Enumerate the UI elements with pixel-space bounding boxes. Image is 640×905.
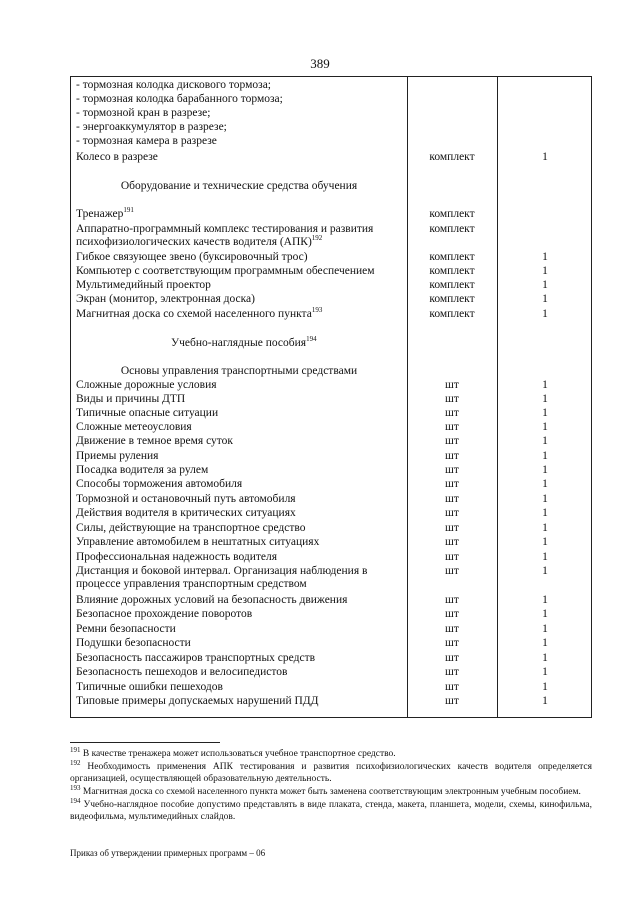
item-name: Способы торможения автомобиля <box>76 478 243 490</box>
section-title-label: Учебно-наглядные пособия <box>171 337 307 349</box>
item-qty: 1 <box>542 450 548 462</box>
item-unit: шт <box>445 379 459 391</box>
section-title-text: Оборудование и технические средства обучения <box>120 180 358 192</box>
item-name: Дистанция и боковой интервал. Организация наблюдения в процессе управления транспортным средством <box>76 565 368 590</box>
item-name: Гибкое связующее звено (буксировочный трос) <box>76 251 308 263</box>
footnote <box>70 796 593 823</box>
item-unit: шт <box>445 565 459 577</box>
item-qty: 1 <box>542 608 548 620</box>
footnote-number: 194 <box>70 796 81 805</box>
item-qty: 1 <box>542 594 548 606</box>
item-qty: 1 <box>542 666 548 678</box>
item-unit: шт <box>445 666 459 678</box>
item-unit: шт <box>445 522 459 534</box>
item-name: Приемы руления <box>76 450 159 462</box>
item-name <box>76 308 404 321</box>
section-title-text <box>171 337 499 350</box>
footnote-ref: 192 <box>311 234 323 243</box>
item-name <box>76 223 404 249</box>
footnote <box>70 758 593 785</box>
page-number: 389 <box>310 56 330 71</box>
item-name: Безопасное прохождение поворотов <box>76 608 253 620</box>
item-name: - тормозная колодка дискового тормоза; <box>76 79 271 91</box>
item-name: Профессиональная надежность водителя <box>76 551 278 563</box>
item-unit: шт <box>445 407 459 419</box>
item-name <box>76 208 404 221</box>
item-name-text: Магнитная доска со схемой населенного пункта <box>76 308 312 320</box>
item-unit: комплект <box>429 293 475 305</box>
footnote <box>70 745 592 760</box>
item-qty: 1 <box>542 637 548 649</box>
item-unit: шт <box>445 608 459 620</box>
footnote-ref: 191 <box>123 206 134 215</box>
item-name: Мультимедийный проектор <box>76 279 211 291</box>
item-unit: шт <box>445 681 459 693</box>
item-qty: 1 <box>542 293 548 305</box>
item-unit: комплект <box>429 223 475 235</box>
item-qty: 1 <box>542 493 548 505</box>
item-unit: комплект <box>429 265 475 277</box>
item-unit: шт <box>445 652 459 664</box>
item-unit: шт <box>445 450 459 462</box>
item-qty: 1 <box>542 565 548 577</box>
item-qty: 1 <box>542 507 548 519</box>
item-qty: 1 <box>542 695 548 707</box>
item-qty: 1 <box>542 308 548 320</box>
item-name: Влияние дорожных условий на безопасность движения <box>76 594 348 606</box>
item-unit: шт <box>445 435 459 447</box>
item-name: Компьютер с соответствующим программным обеспечением <box>76 265 375 277</box>
item-unit: комплект <box>429 208 475 220</box>
footnote-text: Учебно-наглядное пособие допустимо представлять в виде плаката, стенда, макета, планшета, модели, схемы, кинофильма, видеофильма, мультимедийных слайдов. <box>70 800 593 822</box>
item-name: - тормозной кран в разрезе; <box>76 107 211 119</box>
item-name: Безопасность пешеходов и велосипедистов <box>76 666 288 678</box>
item-qty: 1 <box>542 251 548 263</box>
footnote-text: В качестве тренажера может использоваться учебное транспортное средство. <box>82 749 396 759</box>
item-qty: 1 <box>542 652 548 664</box>
footnote <box>70 783 592 798</box>
item-name: - энергоаккумулятор в разрезе; <box>76 121 227 133</box>
item-unit: комплект <box>429 308 475 320</box>
item-name: Колесо в разрезе <box>76 151 158 163</box>
item-name: Типичные опасные ситуации <box>76 407 219 419</box>
item-unit: комплект <box>429 279 475 291</box>
item-name: Сложные метеоусловия <box>76 421 192 433</box>
item-name: Управление автомобилем в нештатных ситуациях <box>76 536 320 548</box>
item-unit: комплект <box>429 251 475 263</box>
item-qty: 1 <box>542 151 548 163</box>
footnote-number: 193 <box>70 783 81 792</box>
item-qty: 1 <box>542 681 548 693</box>
item-name: Движение в темное время суток <box>76 435 233 447</box>
item-name: Сложные дорожные условия <box>76 379 217 391</box>
item-qty: 1 <box>542 279 548 291</box>
item-unit: шт <box>445 536 459 548</box>
page-footer: Приказ об утверждении примерных программ – 06 <box>70 848 266 858</box>
item-qty: 1 <box>542 435 548 447</box>
item-qty: 1 <box>542 393 548 405</box>
item-unit: шт <box>445 507 459 519</box>
item-qty: 1 <box>542 623 548 635</box>
footnotes <box>70 745 593 824</box>
footnote-separator <box>70 742 220 743</box>
item-unit: шт <box>445 493 459 505</box>
item-qty: 1 <box>542 379 548 391</box>
item-name: Типичные ошибки пешеходов <box>76 681 223 693</box>
item-name: - тормозная колодка барабанного тормоза; <box>76 93 283 105</box>
item-unit: шт <box>445 464 459 476</box>
item-qty: 1 <box>542 265 548 277</box>
item-unit: шт <box>445 421 459 433</box>
item-unit: комплект <box>429 151 475 163</box>
item-unit: шт <box>445 551 459 563</box>
item-qty: 1 <box>542 464 548 476</box>
item-name: Ремни безопасности <box>76 623 176 635</box>
item-unit: шт <box>445 695 459 707</box>
item-qty: 1 <box>542 478 548 490</box>
item-name: Экран (монитор, электронная доска) <box>76 293 255 305</box>
item-unit: шт <box>445 623 459 635</box>
item-qty: 1 <box>542 551 548 563</box>
item-name: Типовые примеры допускаемых нарушений ПДД <box>76 695 319 707</box>
item-unit: шт <box>445 393 459 405</box>
item-name: Действия водителя в критических ситуациях <box>76 507 296 519</box>
footnote-number: 192 <box>70 758 81 767</box>
item-unit: шт <box>445 637 459 649</box>
item-unit: шт <box>445 594 459 606</box>
footnote-ref: 193 <box>311 306 323 315</box>
item-name: Безопасность пассажиров транспортных средств <box>76 652 316 664</box>
item-name: Силы, действующие на транспортное средство <box>76 522 306 534</box>
item-name-text: Тренажер <box>76 208 124 220</box>
item-qty: 1 <box>542 522 548 534</box>
item-unit: шт <box>445 478 459 490</box>
subsection-title-text: Основы управления транспортными средствами <box>120 365 358 377</box>
footnote-ref: 194 <box>306 335 317 344</box>
footnote-text: Магнитная доска со схемой населенного пункта может быть заменена соответствующим электронным учебным пособием. <box>82 787 581 797</box>
item-name: Посадка водителя за рулем <box>76 464 209 476</box>
item-qty: 1 <box>542 407 548 419</box>
item-name: Виды и причины ДТП <box>76 393 186 405</box>
item-name-text: Аппаратно-программный комплекс тестирования и развития психофизиологических качеств водителя (АПК) <box>76 223 374 248</box>
item-name: - тормозная камера в разрезе <box>76 135 217 147</box>
item-qty: 1 <box>542 536 548 548</box>
item-name: Подушки безопасности <box>76 637 191 649</box>
equipment-table <box>70 76 592 718</box>
footnote-number: 191 <box>70 745 81 754</box>
footnote-text: Необходимость применения АПК тестирования и развития психофизиологических качеств водителя определяется организацией, осуществляющей образовательную деятельность. <box>70 762 593 784</box>
item-name: Тормозной и остановочный путь автомобиля <box>76 493 296 505</box>
item-qty: 1 <box>542 421 548 433</box>
